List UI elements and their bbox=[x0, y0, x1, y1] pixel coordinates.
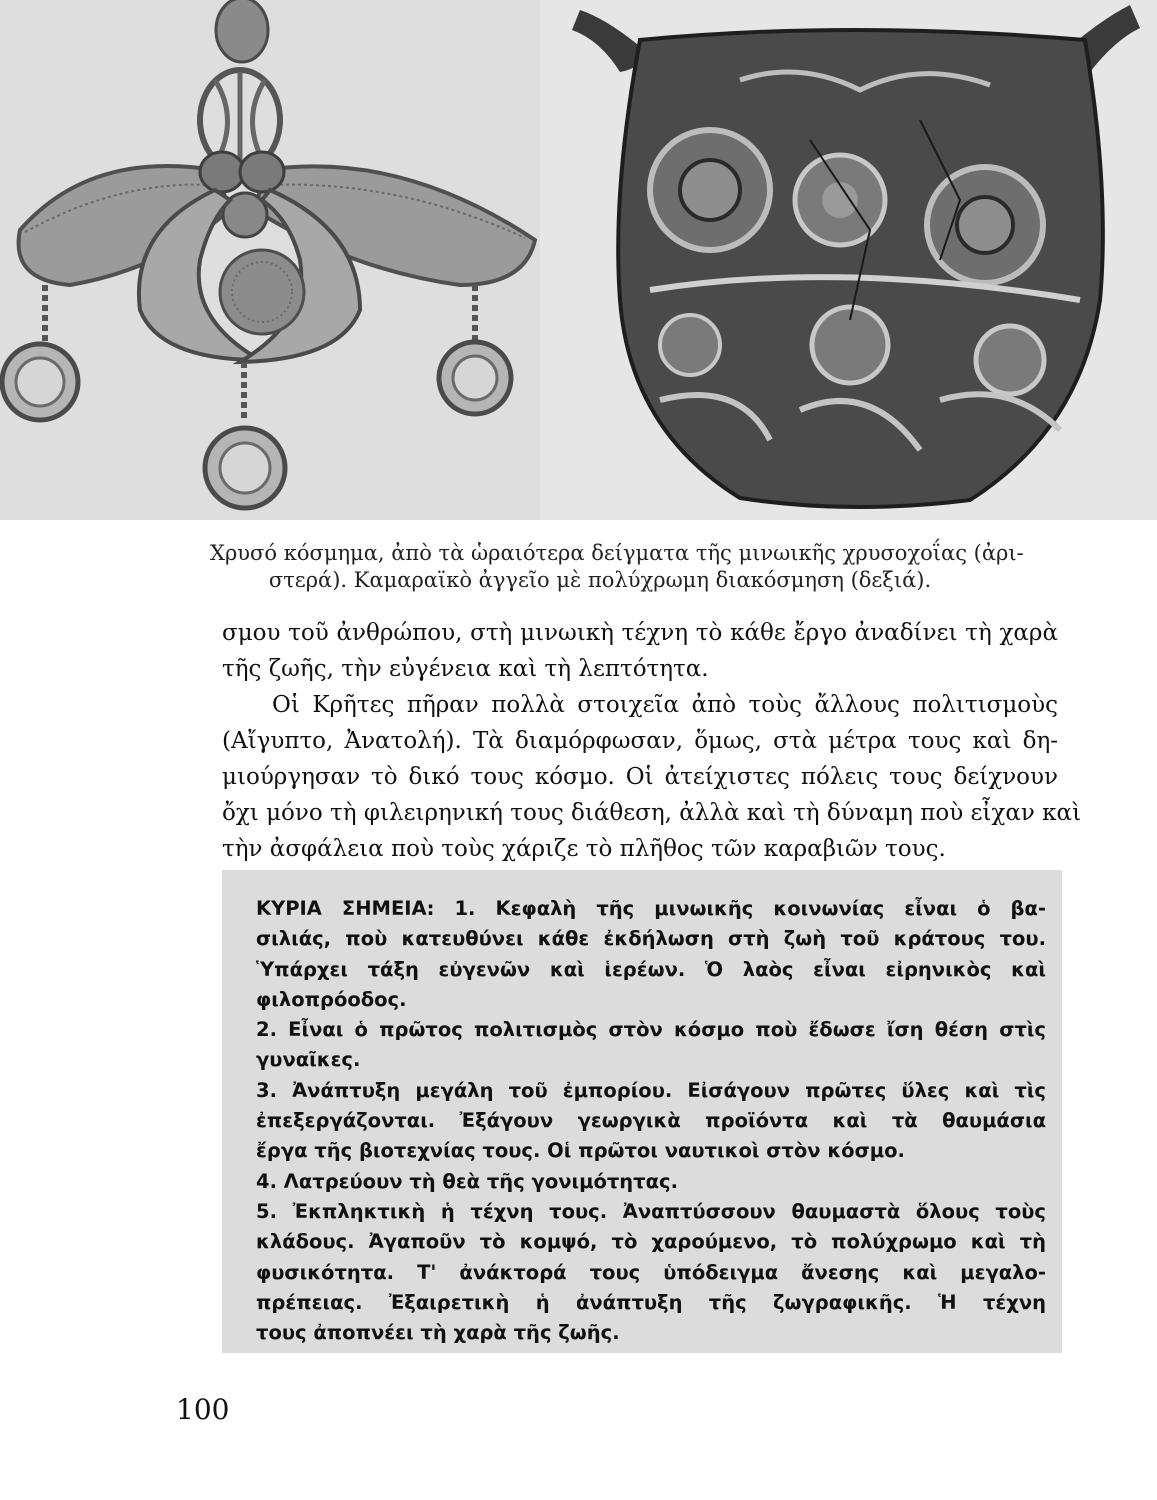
body-line: τὴν ἀσφάλεια ποὺ τοὺς χάριζε τὸ πλῆθος τῶν καραβιῶν τους. bbox=[222, 836, 946, 862]
caption-line: στερά). Καμαραϊκὸ ἀγγεῖο μὲ πολύχρωμη διακόσμηση (δεξιά). bbox=[268, 568, 932, 592]
key-points-line: ἔργα τῆς βιοτεχνίας τους. Οἱ πρῶτοι ναυτικοὶ στὸν κόσμο. bbox=[256, 1139, 905, 1163]
body-line: μιούργησαν τὸ δικό τους κόσμο. Οἱ ἀτείχιστες πόλεις τους δείχνουν bbox=[222, 764, 1058, 790]
key-points-line: 3. Ἀνάπτυξη μεγάλη τοῦ ἐμπορίου. Εἰσάγουν πρῶτες ὕλες καὶ τὶς bbox=[256, 1078, 1046, 1102]
body-line: (Αἴγυπτο, Ἀνατολή). Τὰ διαμόρφωσαν, ὅμως, στὰ μέτρα τους καὶ δη- bbox=[222, 728, 1058, 754]
body-paragraphs bbox=[222, 615, 1082, 867]
key-points-line: σιλιάς, ποὺ κατευθύνει κάθε ἐκδήλωση στὴ ζωὴ τοῦ κράτους του. bbox=[256, 927, 1046, 951]
body-line: σμου τοῦ ἀνθρώπου, στὴ μινωικὴ τέχνη τὸ κάθε ἔργο ἀναδίνει τὴ χαρὰ bbox=[222, 620, 1058, 646]
key-points-line: 5. Ἐκπληκτικὴ ἡ τέχνη τους. Ἀναπτύσσουν θαυμαστὰ ὅλους τοὺς bbox=[256, 1199, 1046, 1223]
key-points-text bbox=[256, 894, 1046, 1348]
caption-line: Χρυσό κόσμημα, ἀπὸ τὰ ὡραιότερα δείγματα τῆς μινωικῆς χρυσοχοΐας (ἀρι- bbox=[210, 541, 1024, 565]
key-points-line: ΚΥΡΙΑ ΣΗΜΕΙΑ: 1. Κεφαλὴ τῆς μινωικῆς κοινωνίας εἶναι ὁ βα- bbox=[256, 897, 1046, 920]
key-points-line: τους ἀποπνέει τὴ χαρὰ τῆς ζωῆς. bbox=[256, 1321, 620, 1345]
key-points-line: 4. Λατρεύουν τὴ θεὰ τῆς γονιμότητας. bbox=[256, 1169, 678, 1193]
key-points-line: πρέπειας. Ἐξαιρετικὴ ἡ ἀνάπτυξη τῆς ζωγραφικῆς. Ἡ τέχνη bbox=[256, 1290, 1046, 1314]
key-points-line: κλάδους. Ἀγαποῦν τὸ κομψό, τὸ χαρούμενο, τὸ πολύχρωμο καὶ τὴ bbox=[256, 1230, 1046, 1254]
kamares-vase-image bbox=[540, 0, 1157, 520]
key-points-line: ἐπεξεργάζονται. Ἐξάγουν γεωργικὰ προϊόντα καὶ τὰ θαυμάσια bbox=[256, 1109, 1046, 1133]
key-points-line: γυναῖκες. bbox=[256, 1048, 361, 1072]
body-line: ὄχι μόνο τὴ φιλειρηνική τους διάθεση, ἀλλὰ καὶ τὴ δύναμη ποὺ εἶχαν καὶ bbox=[222, 800, 1082, 826]
body-line: Οἱ Κρῆτες πῆραν πολλὰ στοιχεῖα ἀπὸ τοὺς ἄλλους πολιτισμοὺς bbox=[272, 692, 1058, 718]
key-points-line: 2. Εἶναι ὁ πρῶτος πολιτισμὸς στὸν κόσμο ποὺ ἔδωσε ἴση θέση στὶς bbox=[256, 1018, 1046, 1042]
figure-caption bbox=[210, 540, 1050, 594]
key-points-line: φιλοπρόοδος. bbox=[256, 987, 407, 1011]
body-line: τῆς ζωῆς, τὴν εὐγένεια καὶ τὴ λεπτότητα. bbox=[222, 656, 709, 682]
key-points-line: Ὑπάρχει τάξη εὐγενῶν καὶ ἱερέων. Ὁ λαὸς εἶναι εἰρηνικὸς καὶ bbox=[256, 957, 1046, 981]
figure-photographs bbox=[0, 0, 1157, 520]
key-points-line: φυσικότητα. Τ' ἀνάκτορά τους ὑπόδειγμα ἄνεσης καὶ μεγαλο- bbox=[256, 1260, 1046, 1284]
page-number: 100 bbox=[176, 1393, 230, 1426]
gold-jewel-image bbox=[0, 0, 540, 520]
key-points-box bbox=[222, 870, 1062, 1353]
